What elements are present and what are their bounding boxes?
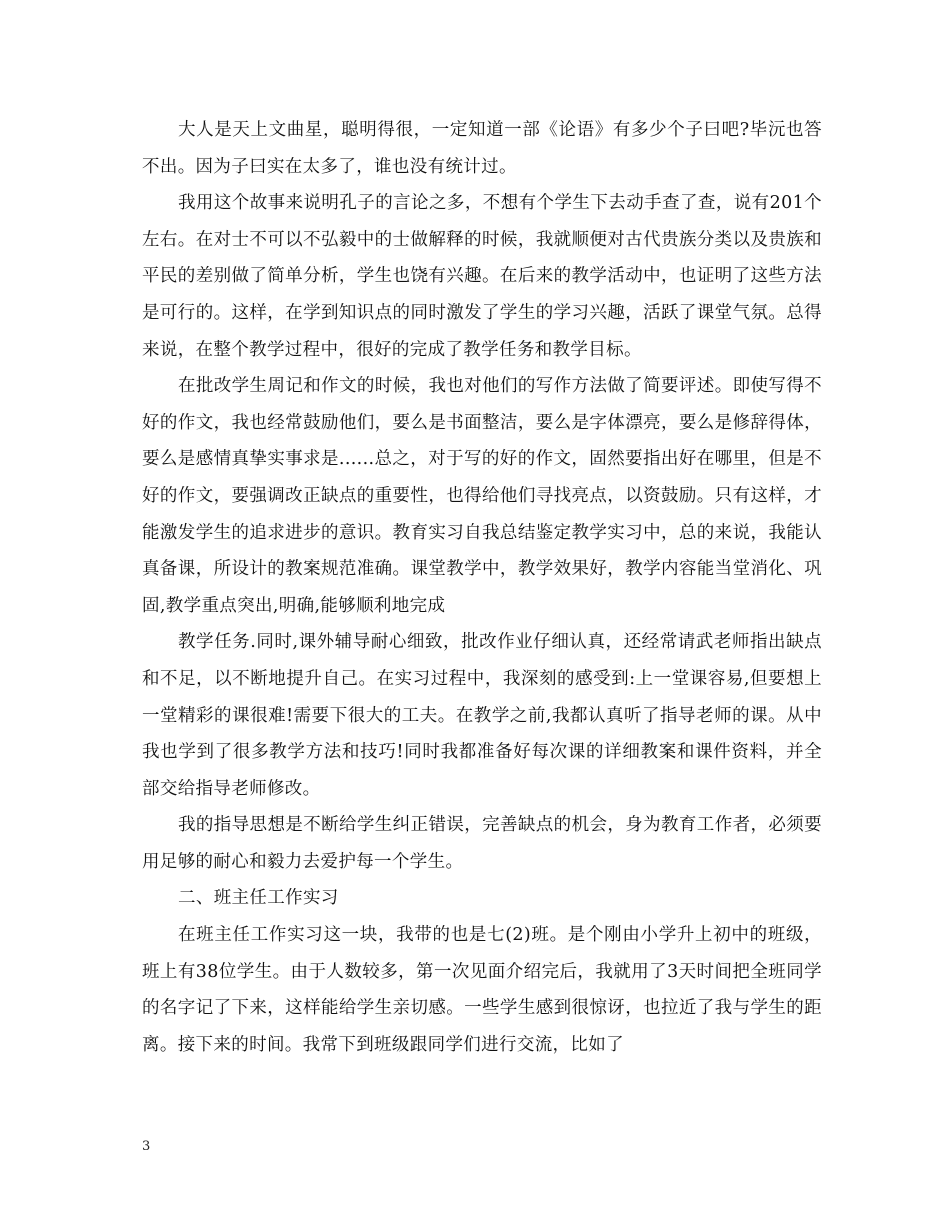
- paragraph-5: 我的指导思想是不断给学生纠正错误，完善缺点的机会，身为教育工作者，必须要用足够的耐心和毅力去爱护每一个学生。: [142, 815, 822, 872]
- page-number: 3: [142, 1139, 151, 1154]
- paragraph-3: 在批改学生周记和作文的时候，我也对他们的写作方法做了简要评述。即使写得不好的作文，我也经常鼓励他们，要么是书面整洁，要么是字体漂亮，要么是修辞得体，要么是感情真挚实事求是......总之，对于写的好的作文，固然要指出好在哪里，但是不好的作文，要强调改正缺点的重要性，也得给他们寻找亮点，以资鼓励。只有这样，才能激发学生的追求进步的意识。教育实习自我总结鉴定教学实习中，总的来说，我能认真备课，所设计的教案规范准确。课堂教学中，教学效果好，教学内容能当堂消化、巩固,教学重点突出,明确,能够顺利地完成: [142, 376, 822, 616]
- document-body: [142, 112, 822, 1063]
- paragraph-1: 大人是天上文曲星，聪明得很，一定知道一部《论语》有多少个子曰吧?毕沅也答不出。因为子曰实在太多了，谁也没有统计过。: [142, 120, 822, 177]
- paragraph-2: 我用这个故事来说明孔子的言论之多，不想有个学生下去动手查了查，说有201个左右。在对士不可以不弘毅中的士做解释的时候，我就顺便对古代贵族分类以及贵族和平民的差别做了简单分析，学生也饶有兴趣。在后来的教学活动中，也证明了这些方法是可行的。这样，在学到知识点的同时激发了学生的学习兴趣，活跃了课堂气氛。总得来说，在整个教学过程中，很好的完成了教学任务和教学目标。: [142, 193, 822, 360]
- section-heading: 二、班主任工作实习: [178, 888, 339, 909]
- paragraph-4: 教学任务.同时,课外辅导耐心细致，批改作业仔细认真，还经常请武老师指出缺点和不足，以不断地提升自己。在实习过程中，我深刻的感受到:上一堂课容易,但要想上一堂精彩的课很难!需要下很大的工夫。在教学之前,我都认真听了指导老师的课。从中我也学到了很多教学方法和技巧!同时我都准备好每次课的详细教案和课件资料，并全部交给指导老师修改。: [142, 632, 822, 799]
- paragraph-6: 在班主任工作实习这一块，我带的也是七(2)班。是个刚由小学升上初中的班级，班上有38位学生。由于人数较多，第一次见面介绍完后，我就用了3天时间把全班同学的名字记了下来，这样能给学生亲切感。一些学生感到很惊讶，也拉近了我与学生的距离。接下来的时间。我常下到班级跟同学们进行交流，比如了: [142, 925, 822, 1055]
